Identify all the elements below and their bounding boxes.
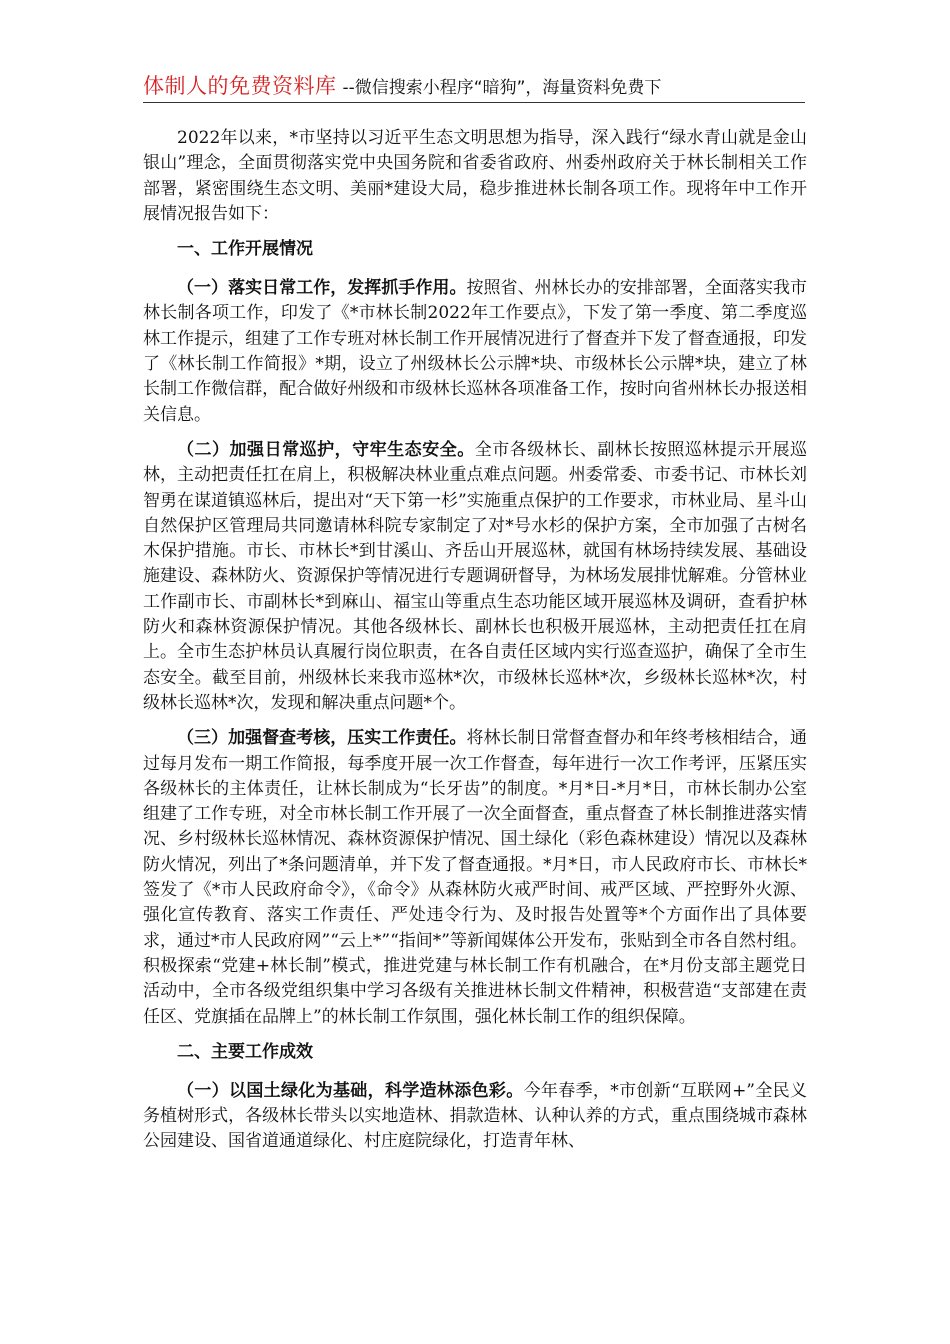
section1-item3 bbox=[143, 726, 807, 1030]
document-body bbox=[143, 126, 807, 1165]
section1-item3-lead: （三）加强督查考核，压实工作责任。 bbox=[177, 728, 467, 749]
intro-paragraph: 2022年以来，*市坚持以习近平生态文明思想为指导，深入践行“绿水青山就是金山银山”理念，全面贯彻落实党中央国务院和省委省政府、州委州政府关于林长制相关工作部署，紧密围绕生态文明、美丽*建设大局，稳步推进林长制各项工作。现将年中工作开展情况报告如下： bbox=[143, 128, 807, 224]
section1-item1-text: 按照省、州林长办的安排部署，全面落实我市林长制各项工作，印发了《*市林长制2022年工作要点》，下发了第一季度、第二季度巡林工作提示，组建了工作专班对林长制工作开展情况进行了督查并下发了督查通报，印发了《林长制工作简报》*期，设立了州级林长公示牌*块、市级林长公示牌*块，建立了林长制工作微信群，配合做好州级和市级林长巡林各项准备工作，按时向省州林长办报送相关信息。 bbox=[143, 278, 808, 425]
header-brand: 体制人的免费资料库 bbox=[143, 74, 337, 98]
section2-item1-lead: （一）以国土绿化为基础，科学造林添色彩。 bbox=[177, 1080, 524, 1101]
section1-item1 bbox=[143, 276, 807, 428]
section1-item2-text: 全市各级林长、副林长按照巡林提示开展巡林，主动把责任扛在肩上，积极解决林业重点难点问题。州委常委、市委书记、市林长刘智勇在谋道镇巡林后，提出对“天下第一杉”实施重点保护的工作要求，市林业局、星斗山自然保护区管理局共同邀请林科院专家制定了对*号水杉的保护方案，全市加强了古树名木保护措施。市长、市林长*到甘溪山、齐岳山开展巡林，就国有林场持续发展、基础设施建设、森林防火、资源保护等情况进行专题调研督导，为林场发展排忧解难。分管林业工作副市长、市副林长*到麻山、福宝山等重点生态功能区域开展巡林及调研，查看护林防火和森林资源保护情况。其他各级林长、副林长也积极开展巡林，主动把责任扛在肩上。全市生态护林员认真履行岗位职责，在各自责任区域内实行巡查巡护，确保了全市生态安全。截至目前，州级林长来我市巡林*次，市级林长巡林*次，乡级林长巡林*次，村级林长巡林*次，发现和解决重点问题*个。 bbox=[143, 439, 808, 713]
section1-item2 bbox=[143, 438, 807, 716]
section2-heading: 二、主要工作成效 bbox=[177, 1041, 313, 1062]
header-subtitle: --微信搜索小程序“暗狗”，海量资料免费下 bbox=[342, 78, 662, 98]
section2-item1-text: 今年春季，*市创新“互联网+”全民义务植树形式，各级林长带头以实地造林、捐款造林、认种认养的方式，重点围绕城市森林公园建设、国省道通道绿化、村庄庭院绿化，打造青年林、 bbox=[143, 1080, 807, 1152]
section1-item3-text: 将林长制日常督查督办和年终考核相结合，通过每月发布一期工作简报，每季度开展一次工作督查，每年进行一次工作考评，压紧压实各级林长的主体责任，让林长制成为“长牙齿”的制度。*月*日-*月*日，市林长制办公室组建了工作专班，对全市林长制工作开展了一次全面督查，重点督查了林长制推进落实情况、乡村级林长巡林情况、森林资源保护情况、国土绿化（彩色森林建设）情况以及森林防火情况，列出了*条问题清单，并下发了督查通报。*月*日，市人民政府市长、市林长*签发了《*市人民政府命令》，《命令》从森林防火戒严时间、戒严区域、严控野外火源、强化宣传教育、落实工作责任、严处违令行为、及时报告处置等*个方面作出了具体要求，通过*市人民政府网”“云上*”“指间*”等新闻媒体公开发布，张贴到全市各自然村组。积极探索“党建+林长制”模式，推进党建与林长制工作有机融合，在*月份支部主题党日活动中，全市各级党组织集中学习各级有关推进林长制文件精神，积极营造“支部建在责任区、党旗插在品牌上”的林长制工作氛围，强化林长制工作的组织保障。 bbox=[143, 728, 808, 1027]
page-header bbox=[143, 70, 805, 103]
section2-item1 bbox=[143, 1079, 807, 1155]
section1-item1-lead: （一）落实日常工作，发挥抓手作用。 bbox=[177, 278, 467, 299]
section1-item2-lead: （二）加强日常巡护，守牢生态安全。 bbox=[177, 439, 475, 460]
section1-heading: 一、工作开展情况 bbox=[177, 239, 313, 260]
